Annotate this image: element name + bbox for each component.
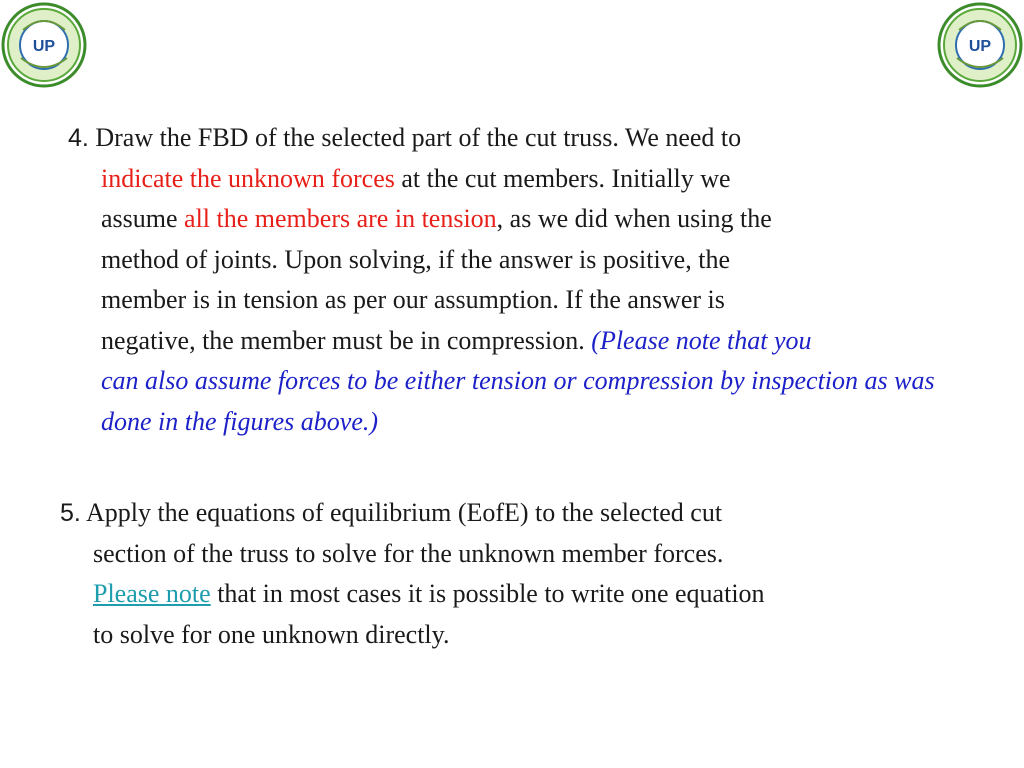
- university-seal-icon: [937, 2, 1023, 88]
- step-4-note: (Please note that you: [591, 325, 812, 355]
- step-4-line-8: done in the figures above.): [101, 406, 379, 436]
- svg-text:UP: UP: [968, 38, 992, 55]
- step-4-line-7: can also assume forces to be either tension or compression by inspection as was: [101, 366, 935, 395]
- highlight-tension: all the members are in tension: [184, 204, 497, 233]
- step-4-number: 4.: [68, 124, 89, 152]
- highlight-unknown-forces: indicate the unknown forces: [101, 163, 395, 193]
- svg-text:UP: UP: [32, 38, 56, 55]
- step-5-number: 5.: [60, 499, 81, 527]
- step-4-line-4: method of joints. Upon solving, if the answer is positive, the: [101, 244, 730, 274]
- step-4-line-1: 4. Draw the FBD of the selected part of the cut truss. We need to: [68, 123, 742, 152]
- step-4-line-3: assume all the members are in tension, as we did when using the: [101, 204, 772, 233]
- step-5-line-2: section of the truss to solve for the unknown member forces.: [93, 538, 724, 568]
- step-4-line-6: negative, the member must be in compression. (Please note that you: [101, 325, 812, 355]
- university-seal-icon: [1, 2, 87, 88]
- university-logo-left: [1, 2, 87, 88]
- step-4-paragraph: [68, 118, 988, 442]
- step-5-line-1: 5. Apply the equations of equilibrium (EofE) to the selected cut: [60, 498, 723, 527]
- university-logo-right: [937, 2, 1023, 88]
- step-5-line-4: to solve for one unknown directly.: [93, 619, 450, 649]
- step-5-line-3: Please note that in most cases it is possible to write one equation: [93, 579, 765, 608]
- please-note-link[interactable]: Please note: [93, 579, 211, 608]
- step-4-line-5: member is in tension as per our assumption. If the answer is: [101, 285, 725, 314]
- step-4-line-2: indicate the unknown forces at the cut members. Initially we: [101, 163, 731, 193]
- step-5-paragraph: [60, 493, 980, 655]
